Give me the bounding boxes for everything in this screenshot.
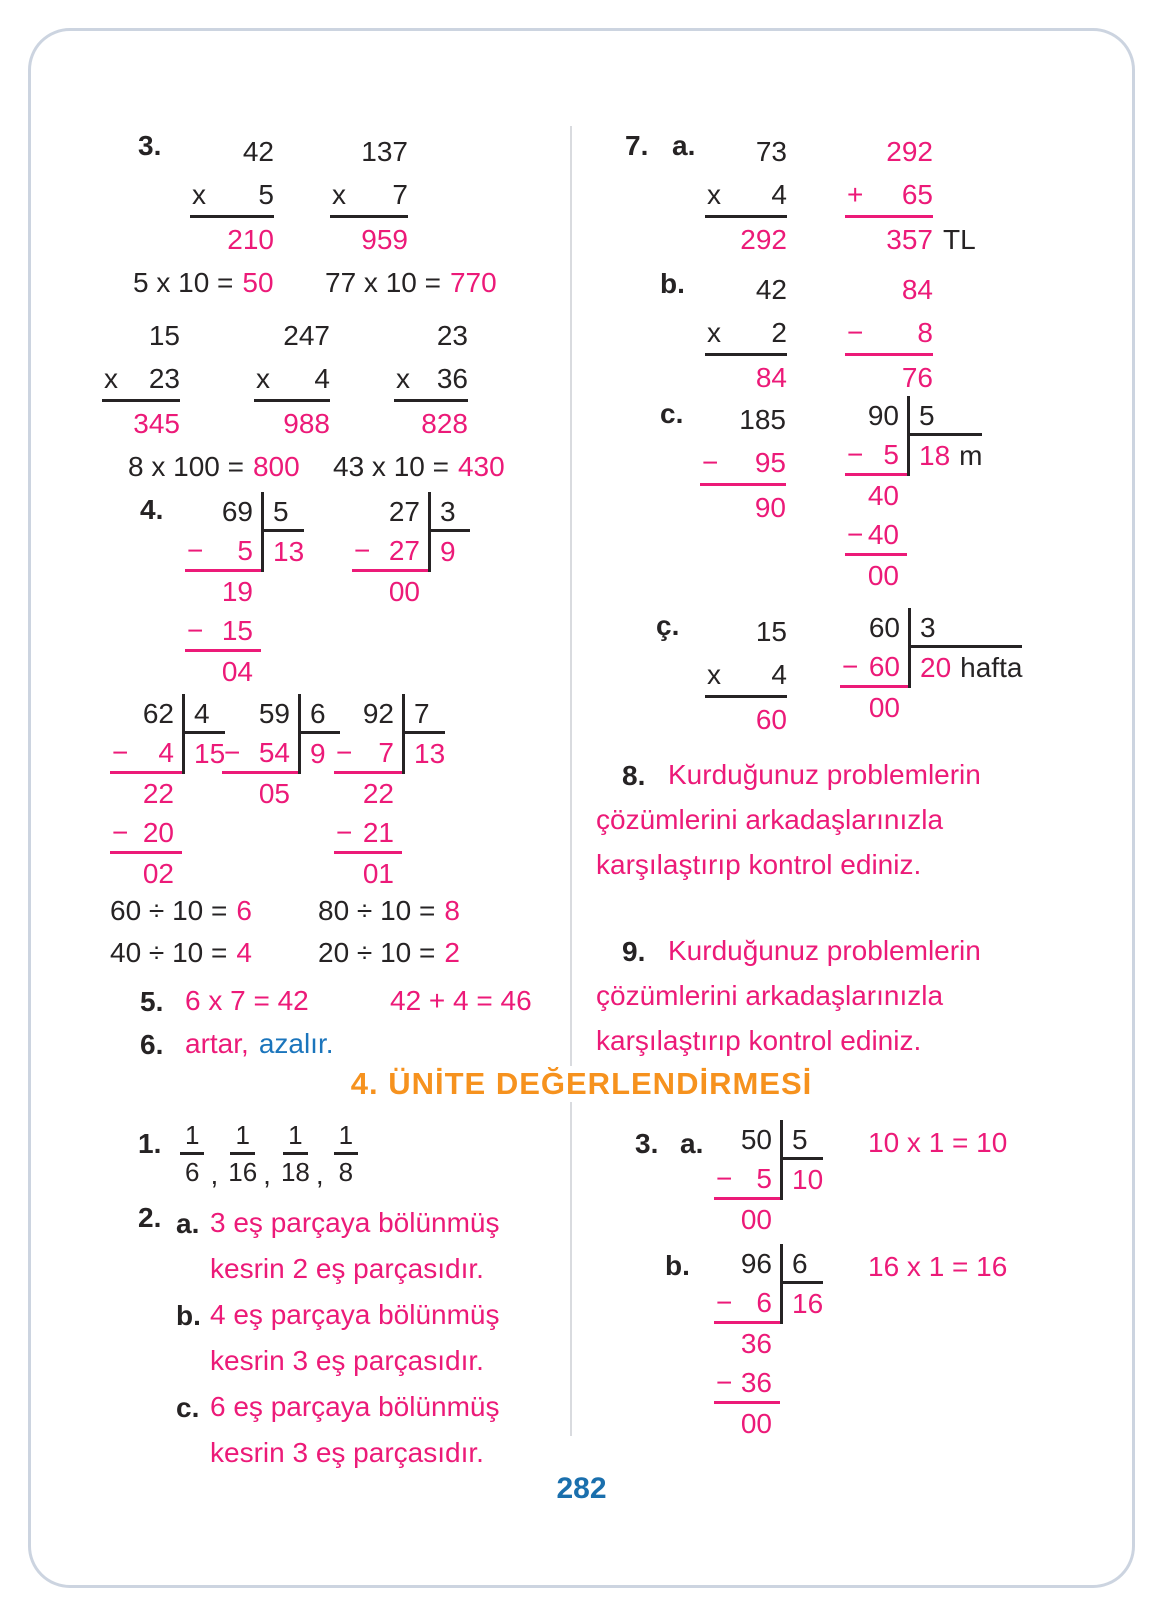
subtract-row: − 21 — [334, 814, 402, 854]
long-division-96-by-6 — [714, 1244, 823, 1444]
equation — [318, 896, 460, 926]
operator-row — [330, 174, 408, 218]
quotient: 13 — [414, 738, 446, 769]
product: 210 — [227, 224, 274, 255]
remainder: 00 — [868, 692, 900, 723]
subtract-row: − 20 — [110, 814, 182, 854]
difference: 90 — [754, 492, 786, 523]
equation — [128, 452, 300, 482]
product: 84 — [755, 362, 787, 393]
operator-row — [845, 174, 933, 218]
dividend: 90 — [867, 400, 899, 431]
answer-line: Kurduğunuz problemlerin — [668, 759, 981, 790]
remainder: 40 — [867, 480, 899, 511]
division-work — [222, 694, 298, 814]
minus-sign: − — [112, 736, 129, 768]
subtract-row: − 5 — [185, 532, 261, 572]
multiplicand: 15 — [755, 616, 787, 647]
ev3-label: 3. — [635, 1128, 659, 1159]
multiplicand: 23 — [436, 320, 468, 351]
minuend: 84 — [901, 274, 933, 305]
division-work — [714, 1120, 780, 1240]
answer-line: kesrin 3 eş parçasıdır. — [210, 1437, 484, 1468]
operator-row — [705, 174, 787, 218]
subtract-row: − 40 — [845, 516, 907, 556]
subtrahend: 95 — [754, 446, 786, 478]
remainder: 22 — [362, 778, 394, 809]
equation-lhs: 60 ÷ 10 = — [110, 895, 228, 926]
difference: 76 — [901, 362, 933, 393]
equation-lhs: 40 ÷ 10 = — [110, 937, 228, 968]
equation-lhs: 5 x 10 = — [133, 267, 234, 298]
multiplication-137x7 — [330, 130, 408, 262]
equation-lhs: 20 ÷ 10 = — [318, 937, 436, 968]
multiplier: 2 — [771, 316, 787, 348]
remainder: 19 — [221, 576, 253, 607]
long-division-50-by-5 — [714, 1120, 823, 1240]
multiplication-42x5 — [190, 130, 274, 262]
divisor-quotient — [428, 492, 470, 572]
remainder: 05 — [258, 778, 290, 809]
equation — [110, 938, 252, 968]
subtract-row: − 36 — [714, 1364, 780, 1404]
subtract-row: − 60 — [840, 648, 908, 688]
product: 292 — [740, 224, 787, 255]
minus-sign: − — [336, 736, 353, 768]
subtraction-84-minus-8 — [845, 268, 933, 400]
subtract-row: − 6 — [714, 1284, 780, 1324]
answer-line: 6 eş parçaya bölünmüş — [210, 1391, 500, 1422]
long-division-92-by-7 — [334, 694, 445, 894]
times-operator: x — [707, 178, 721, 210]
dividend: 69 — [221, 496, 253, 527]
long-division-27-by-3 — [352, 492, 470, 612]
q6-answer — [185, 1029, 334, 1059]
equation-lhs: 8 x 100 = — [128, 451, 244, 482]
numerator: 1 — [180, 1120, 204, 1155]
multiplication-42x2 — [705, 268, 787, 400]
ev2-item-a-label: a. — [176, 1208, 200, 1239]
operator-row — [845, 312, 933, 356]
equation — [318, 938, 460, 968]
subtract-row: − 27 — [352, 532, 428, 572]
multiplicand: 137 — [361, 136, 408, 167]
minus-sign: − — [187, 534, 204, 566]
fraction — [228, 1120, 257, 1187]
q9-answer — [596, 928, 986, 1063]
answer-line: kesrin 2 eş parçasıdır. — [210, 1253, 484, 1284]
q4-label: 4. — [140, 494, 164, 525]
long-division-69-by-5 — [185, 492, 304, 692]
minuend: 185 — [739, 404, 786, 435]
equation-answer: 6 — [236, 895, 252, 926]
division-work — [110, 694, 182, 894]
sum: 357 TL — [845, 218, 933, 262]
remainder: 00 — [740, 1204, 772, 1235]
fraction — [334, 1120, 358, 1187]
numerator: 1 — [230, 1120, 254, 1155]
plus-operator: + — [847, 178, 864, 210]
unit-label: m — [959, 440, 983, 471]
remainder: 00 — [867, 560, 899, 591]
addend: 65 — [901, 178, 933, 210]
ev2-item-b-label: b. — [176, 1300, 201, 1331]
remainder: 36 — [740, 1328, 772, 1359]
multiplier: 4 — [771, 658, 787, 690]
page-number: 282 — [556, 1472, 607, 1505]
subtract-row: − 7 — [334, 734, 402, 774]
times-operator: x — [256, 362, 270, 394]
minus-sign: − — [716, 1162, 733, 1194]
minus-sign: − — [716, 1286, 733, 1318]
divisor-quotient — [907, 396, 982, 476]
divisor-quotient — [261, 492, 304, 572]
subtract-row: − 54 — [222, 734, 298, 774]
minus-sign: − — [354, 534, 371, 566]
equation-answer: 430 — [457, 451, 505, 482]
fraction — [180, 1120, 204, 1187]
remainder: 02 — [142, 858, 174, 889]
denominator: 6 — [185, 1157, 200, 1187]
multiplicand: 247 — [283, 320, 330, 351]
operator-row — [705, 654, 787, 698]
minus-sign: − — [336, 816, 353, 848]
subtract-row: − 15 — [185, 612, 261, 652]
division-work — [714, 1244, 780, 1444]
unit-label: TL — [943, 224, 976, 255]
answer-line: 3 eş parçaya bölünmüş — [210, 1207, 500, 1238]
ev3-item-b-label: b. — [665, 1250, 690, 1281]
multiplier: 4 — [314, 362, 330, 394]
quotient: 15 — [194, 738, 226, 769]
equation-lhs: 43 x 10 = — [333, 451, 449, 482]
divisor: 5 — [783, 1120, 823, 1160]
subtraction-185-minus-95 — [700, 398, 786, 530]
q6-answer-word-2: azalır. — [258, 1028, 334, 1059]
minus-sign: − — [112, 816, 129, 848]
multiplier: 23 — [148, 362, 180, 394]
long-division-90-by-5 — [845, 396, 982, 596]
equation-lhs: 80 ÷ 10 = — [318, 895, 436, 926]
ev2-item-a — [176, 1200, 500, 1292]
numerator: 1 — [334, 1120, 358, 1155]
ev2-label: 2. — [138, 1202, 162, 1233]
times-operator: x — [104, 362, 118, 394]
operator-row — [394, 358, 468, 402]
comma: , — [263, 1159, 271, 1190]
divisor: 5 — [910, 396, 982, 436]
answer-line: Kurduğunuz problemlerin — [668, 935, 981, 966]
subtrahend: 8 — [917, 316, 933, 348]
divisor-quotient — [780, 1120, 823, 1200]
dividend: 50 — [740, 1124, 772, 1155]
quotient: 13 — [273, 536, 305, 567]
section-header-row — [0, 1066, 1163, 1102]
answer-line: çözümlerini arkadaşlarınızla — [596, 804, 944, 835]
unit-evaluation-title: 4. ÜNİTE DEĞERLENDİRMESİ — [335, 1066, 829, 1102]
multiplier: 5 — [258, 178, 274, 210]
q6-answer-word-1: artar, — [185, 1028, 249, 1059]
quotient: 18 m — [919, 440, 983, 471]
q8-answer — [596, 752, 986, 887]
answer-line: kesrin 3 eş parçasıdır. — [210, 1345, 484, 1376]
column-divider — [570, 126, 572, 1436]
divisor: 6 — [301, 694, 340, 734]
product: 988 — [283, 408, 330, 439]
product: 60 — [755, 704, 787, 735]
divisor-quotient — [780, 1244, 823, 1324]
divisor: 3 — [911, 608, 1022, 648]
dividend: 60 — [868, 612, 900, 643]
divisor: 7 — [405, 694, 445, 734]
long-division-62-by-4 — [110, 694, 225, 894]
equation — [325, 268, 497, 298]
q7-item-a-label: a. — [672, 130, 696, 161]
product: 345 — [133, 408, 180, 439]
division-work — [352, 492, 428, 612]
q7-item-c-label: c. — [660, 398, 684, 429]
ev2-item-c-label: c. — [176, 1392, 200, 1423]
multiplier: 36 — [436, 362, 468, 394]
operator-row — [700, 442, 786, 486]
divisor-quotient — [402, 694, 445, 774]
equation-answer: 800 — [252, 451, 300, 482]
minus-sign: − — [842, 650, 859, 682]
product: 959 — [361, 224, 408, 255]
minus-sign: − — [716, 1366, 733, 1398]
multiplication-15x23 — [102, 314, 180, 446]
dividend: 59 — [258, 698, 290, 729]
operator-row — [190, 174, 274, 218]
answer-line: 4 eş parçaya bölünmüş — [210, 1299, 500, 1330]
comma: , — [315, 1159, 324, 1190]
multiplier: 7 — [392, 178, 408, 210]
division-work — [334, 694, 402, 894]
remainder: 04 — [221, 656, 253, 687]
q5-answer-1: 6 x 7 = 42 — [185, 985, 309, 1016]
divisor: 5 — [264, 492, 304, 532]
long-division-59-by-6 — [222, 694, 340, 814]
q8-label: 8. — [622, 760, 646, 791]
minus-sign: − — [224, 736, 241, 768]
comma: , — [210, 1159, 219, 1190]
remainder: 00 — [388, 576, 420, 607]
q7-label: 7. — [625, 130, 649, 161]
fraction-answers — [180, 1120, 358, 1190]
ev3-item-a-label: a. — [680, 1128, 704, 1159]
equation-answer: 50 — [242, 267, 274, 298]
equation-answer: 8 — [444, 895, 460, 926]
q7-item-b-label: b. — [660, 268, 685, 299]
minus-operator: − — [702, 446, 719, 478]
operator-row — [102, 358, 180, 402]
quotient: 20 hafta — [920, 652, 1023, 683]
multiplicand: 42 — [242, 136, 274, 167]
dividend: 92 — [362, 698, 394, 729]
subtract-row: − 4 — [110, 734, 182, 774]
ev2-item-c — [176, 1384, 500, 1476]
multiplier: 4 — [771, 178, 787, 210]
quotient: 10 — [792, 1164, 824, 1195]
q9-label: 9. — [622, 936, 646, 967]
division-work — [840, 608, 908, 728]
equation — [133, 268, 274, 298]
long-division-60-by-3 — [840, 608, 1022, 728]
multiplicand: 42 — [755, 274, 787, 305]
numerator: 1 — [283, 1120, 307, 1155]
equation-answer: 770 — [449, 267, 497, 298]
quotient: 16 — [792, 1288, 824, 1319]
subtract-row: − 5 — [845, 436, 907, 476]
ev1-label: 1. — [138, 1128, 162, 1159]
ev2-item-b — [176, 1292, 500, 1384]
denominator: 16 — [228, 1157, 258, 1187]
equation-answer: 2 — [444, 937, 460, 968]
denominator: 8 — [338, 1157, 354, 1187]
q3-label: 3. — [138, 130, 162, 161]
dividend: 96 — [740, 1248, 772, 1279]
quotient: 9 — [310, 738, 326, 769]
equation — [110, 896, 252, 926]
divisor: 3 — [431, 492, 470, 532]
fraction — [281, 1120, 310, 1187]
dividend: 62 — [142, 698, 174, 729]
operator-row — [254, 358, 330, 402]
unit-label: hafta — [960, 652, 1023, 683]
remainder: 22 — [142, 778, 174, 809]
minus-operator: − — [847, 316, 864, 348]
addition-292-plus-65 — [845, 130, 976, 262]
addend: 292 — [886, 136, 933, 167]
division-work — [185, 492, 261, 692]
divisor: 6 — [783, 1244, 823, 1284]
q5-answer-2: 42 + 4 = 46 — [390, 985, 532, 1016]
equation — [333, 452, 505, 482]
denominator: 18 — [280, 1157, 310, 1187]
subtract-row: − 5 — [714, 1160, 780, 1200]
operator-row — [705, 312, 787, 356]
answer-line: çözümlerini arkadaşlarınızla — [596, 980, 944, 1011]
product: 828 — [421, 408, 468, 439]
multiplicand: 73 — [755, 136, 787, 167]
minus-sign: − — [847, 438, 864, 470]
multiplicand: 15 — [148, 320, 180, 351]
multiplication-15x4 — [705, 610, 787, 742]
q7-item-cc-label: ç. — [656, 610, 680, 641]
times-operator: x — [396, 362, 410, 394]
division-work — [845, 396, 907, 596]
multiplication-247x4 — [254, 314, 330, 446]
q5-label: 5. — [140, 986, 164, 1017]
minus-sign: − — [847, 518, 864, 550]
multiplication-73x4 — [705, 130, 787, 262]
quotient: 9 — [440, 536, 456, 567]
times-operator: x — [707, 316, 721, 348]
times-operator: x — [192, 178, 206, 210]
ev3-item-a-check: 10 x 1 = 10 — [868, 1127, 1008, 1158]
divisor: 4 — [185, 694, 225, 734]
answer-line: karşılaştırıp kontrol ediniz. — [596, 1025, 922, 1056]
remainder: 01 — [362, 858, 394, 889]
answer-line: karşılaştırıp kontrol ediniz. — [596, 849, 922, 880]
minus-sign: − — [187, 614, 204, 646]
equation-lhs: 77 x 10 = — [325, 267, 441, 298]
dividend: 27 — [388, 496, 420, 527]
equation-answer: 4 — [236, 937, 252, 968]
q6-label: 6. — [140, 1029, 164, 1060]
divisor-quotient — [908, 608, 1022, 688]
times-operator: x — [332, 178, 346, 210]
ev3-item-b-check: 16 x 1 = 16 — [868, 1251, 1008, 1282]
remainder: 00 — [740, 1408, 772, 1439]
times-operator: x — [707, 658, 721, 690]
multiplication-23x36 — [394, 314, 468, 446]
divisor-quotient — [182, 694, 225, 774]
